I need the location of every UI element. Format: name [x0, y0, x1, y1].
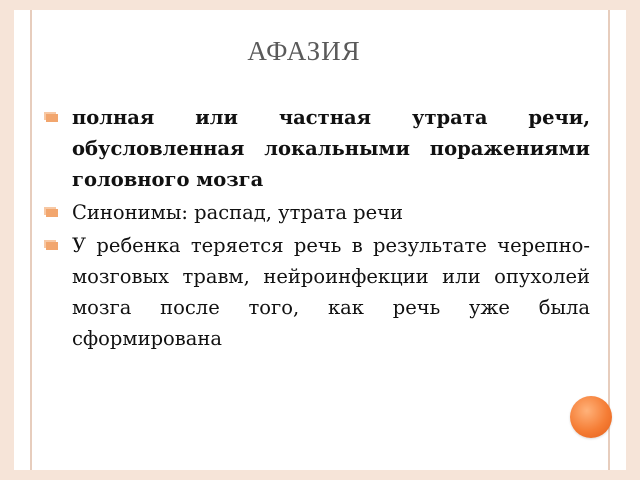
orange-circle-icon [570, 396, 612, 438]
bullet-text: полная или частная утрата речи, обусловленная локальными поражениями головного мозга [72, 106, 590, 191]
bullet-text: У ребенка теряется речь в результате черепно-мозговых травм, нейроинфекции или опухолей мозга после того, как речь уже была сформирована [72, 234, 590, 350]
slide-title: АФАЗИЯ [247, 36, 361, 66]
left-border-line [30, 10, 32, 470]
bullet-item-definition [44, 102, 590, 195]
bullet-text: Синонимы: распад, утрата речи [72, 201, 404, 224]
slide [14, 10, 626, 470]
right-border-line [608, 10, 610, 470]
bullet-list [44, 102, 590, 356]
bullet-marker-icon [44, 207, 58, 217]
bullet-item-synonyms [44, 197, 590, 228]
bullet-marker-icon [44, 240, 58, 250]
bullet-marker-icon [44, 112, 58, 122]
bullet-item-description [44, 230, 590, 354]
